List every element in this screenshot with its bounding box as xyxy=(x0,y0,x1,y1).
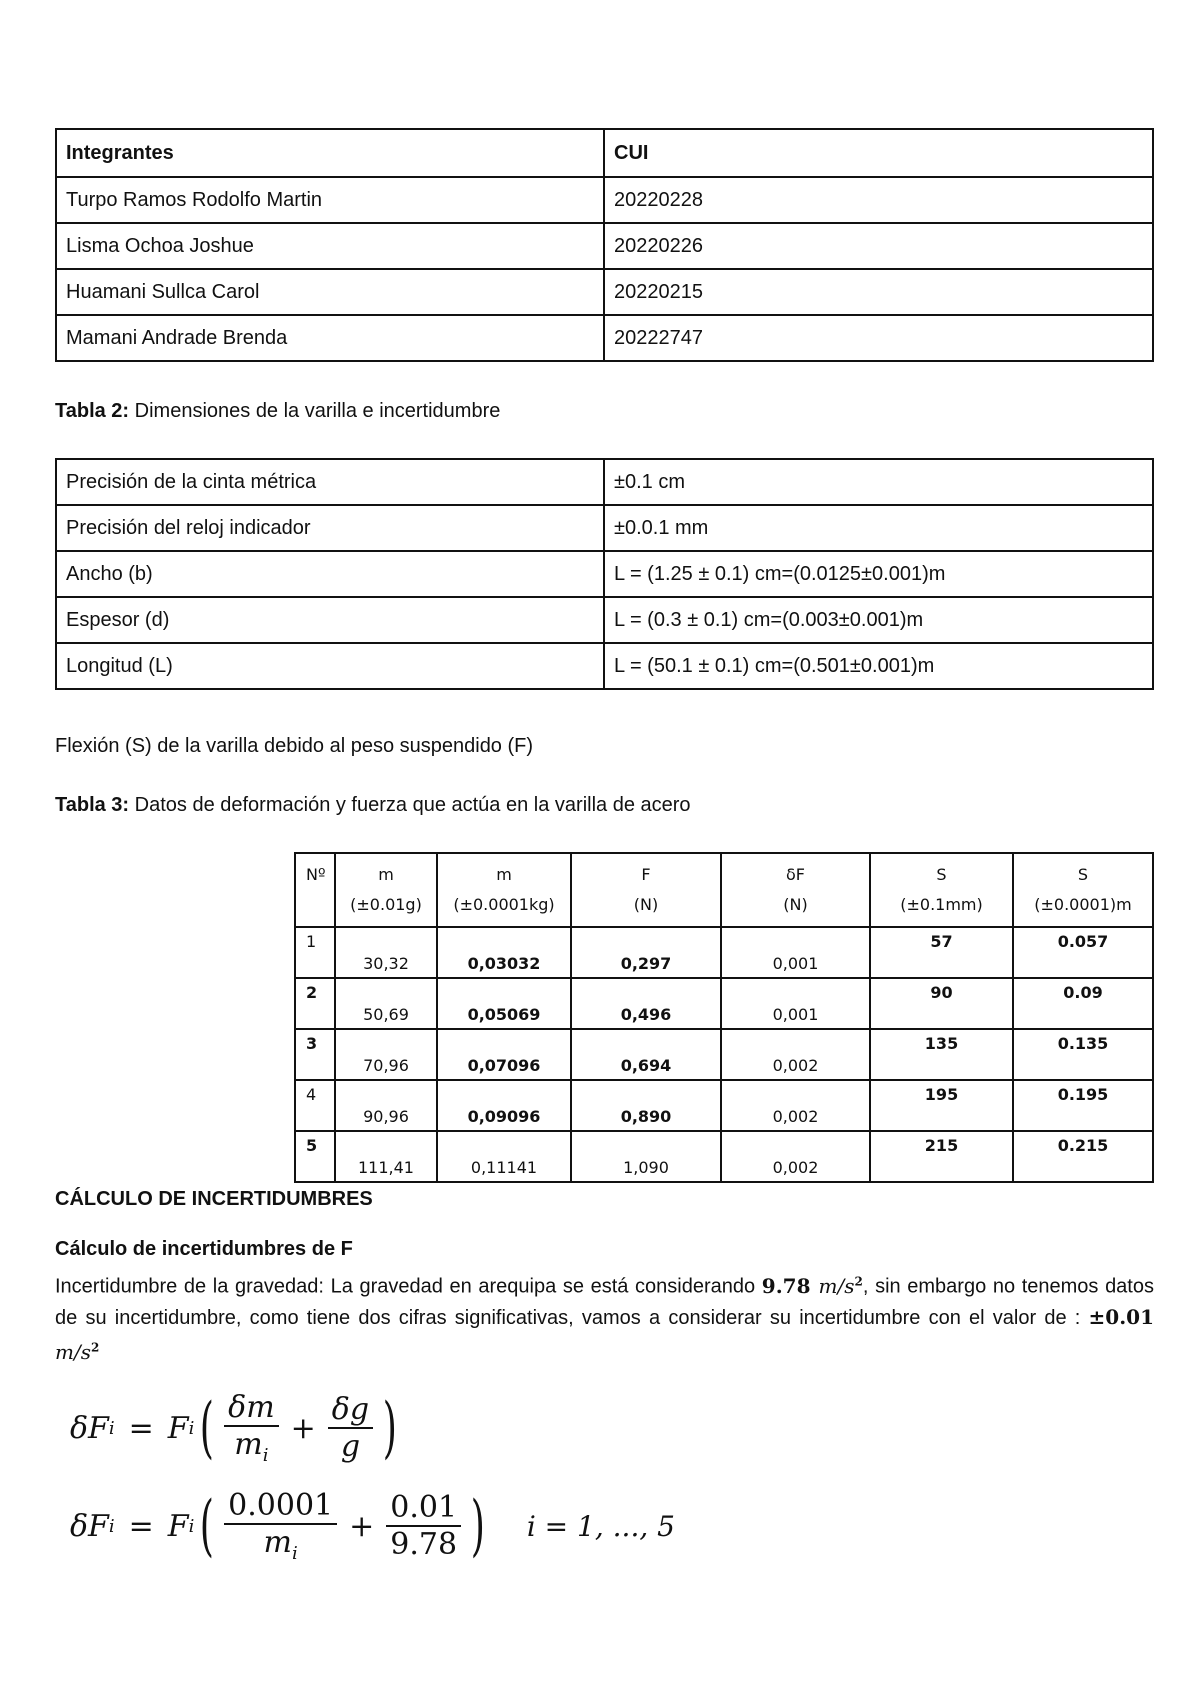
fraction-0.0001-m xyxy=(224,1488,337,1564)
right-paren: ) xyxy=(470,1487,486,1564)
gravity-exponent: 2 xyxy=(854,1274,863,1288)
flexion-m: 0.09 xyxy=(1013,978,1153,1029)
eq-f: F xyxy=(167,1410,189,1446)
table-row xyxy=(56,597,1153,643)
mass-g: 70,96 xyxy=(335,1029,437,1080)
denominator xyxy=(337,1429,364,1464)
eq-lhs-sub: i xyxy=(108,1515,115,1537)
column-header-force-uncertainty xyxy=(721,853,870,927)
column-header-integrantes: Integrantes xyxy=(56,129,604,177)
column-header-number xyxy=(295,853,335,927)
force-uncertainty: 0,002 xyxy=(721,1080,870,1131)
numerator: 0.01 xyxy=(386,1490,461,1527)
table-row xyxy=(56,459,1153,505)
header-line: S xyxy=(936,865,947,884)
flexion-mm: 135 xyxy=(870,1029,1013,1080)
denominator-text: m xyxy=(234,1427,263,1462)
left-paren: ( xyxy=(200,1487,215,1564)
force-uncertainty: 0,001 xyxy=(721,927,870,978)
table-row xyxy=(56,223,1153,269)
flexion-m: 0.215 xyxy=(1013,1131,1153,1182)
flexion-m: 0.135 xyxy=(1013,1029,1153,1080)
gravity-paragraph xyxy=(55,1266,1154,1368)
header-unit: (±0.0001)m xyxy=(1034,895,1132,914)
dimension-value: L = (1.25 ± 0.1) cm=(0.0125±0.001)m xyxy=(604,551,1153,597)
row-number: 4 xyxy=(295,1080,335,1131)
header-unit: (±0.01g) xyxy=(350,895,422,914)
denominator xyxy=(260,1525,302,1564)
table3-caption-text: Datos de deformación y fuerza que actúa en la varilla de acero xyxy=(129,794,691,816)
header-line: F xyxy=(641,865,651,884)
flexion-text: Flexión (S) de la varilla debido al peso suspendido (F) xyxy=(55,735,534,757)
flexion-mm: 90 xyxy=(870,978,1013,1029)
table-row xyxy=(295,978,1153,1029)
fraction-dm-m xyxy=(224,1390,279,1466)
table2-caption xyxy=(55,400,500,423)
mass-g: 90,96 xyxy=(335,1080,437,1131)
header-line: δF xyxy=(786,865,805,884)
numerator-text: δm xyxy=(228,1390,275,1425)
dimension-label: Espesor (d) xyxy=(56,597,604,643)
gravity-number: 9.78 xyxy=(761,1273,811,1298)
dimensions-table xyxy=(55,458,1154,690)
column-header-flexion-m xyxy=(1013,853,1153,927)
table3-caption xyxy=(55,794,691,817)
eq-equals: = xyxy=(128,1410,154,1446)
table2-caption-text: Dimensiones de la varilla e incertidumbre xyxy=(129,400,501,422)
paragraph-text: Incertidumbre de la gravedad: La gravedad en arequipa se está considerando xyxy=(55,1275,762,1298)
table-row xyxy=(295,927,1153,978)
gravity-value xyxy=(762,1274,863,1298)
member-cui: 20220226 xyxy=(604,223,1153,269)
flexion-m: 0.057 xyxy=(1013,927,1153,978)
eq-lhs: δF xyxy=(70,1508,109,1544)
force: 0,890 xyxy=(571,1080,721,1131)
mass-kg: 0,07096 xyxy=(437,1029,571,1080)
uncertainty-equation-numeric xyxy=(70,1488,675,1564)
denominator-sub: i xyxy=(262,1445,269,1466)
force: 1,090 xyxy=(571,1131,721,1182)
header-line: m xyxy=(378,865,394,884)
table-row xyxy=(295,1131,1153,1182)
column-header-mass-kg xyxy=(437,853,571,927)
mass-kg: 0,11141 xyxy=(437,1131,571,1182)
table-row xyxy=(56,315,1153,361)
member-cui: 20220228 xyxy=(604,177,1153,223)
subsection-heading: Cálculo de incertidumbres de F xyxy=(55,1238,353,1260)
mass-g: 30,32 xyxy=(335,927,437,978)
eq-plus: + xyxy=(290,1410,316,1446)
members-table-header xyxy=(56,129,1153,177)
flexion-mm: 57 xyxy=(870,927,1013,978)
denominator-text: m xyxy=(263,1525,292,1560)
denominator-text: g xyxy=(340,1429,361,1464)
header-unit: (±0.1mm) xyxy=(900,895,983,914)
header-line: S xyxy=(1077,865,1089,884)
numerator xyxy=(328,1392,373,1429)
table-row xyxy=(295,1080,1153,1131)
left-paren: ( xyxy=(200,1389,215,1466)
table-row xyxy=(56,505,1153,551)
gravity-unit: m/s xyxy=(818,1273,855,1298)
header-unit: (N) xyxy=(783,895,808,914)
uncertainty-exponent: 2 xyxy=(90,1340,100,1355)
member-name: Turpo Ramos Rodolfo Martin xyxy=(56,177,604,223)
denominator-sub: i xyxy=(291,1543,298,1564)
denominator: 9.78 xyxy=(390,1527,458,1562)
flexion-m: 0.195 xyxy=(1013,1080,1153,1131)
uncertainty-unit: m/s xyxy=(55,1340,91,1365)
member-cui: 20220215 xyxy=(604,269,1153,315)
deformation-table xyxy=(294,852,1154,1183)
header-line: Nº xyxy=(306,865,326,884)
eq-f: F xyxy=(167,1508,189,1544)
force: 0,297 xyxy=(571,927,721,978)
mass-g: 50,69 xyxy=(335,978,437,1029)
table-row xyxy=(56,269,1153,315)
header-unit: (±0.0001kg) xyxy=(453,895,555,914)
column-header-force xyxy=(571,853,721,927)
member-cui: 20222747 xyxy=(604,315,1153,361)
fraction-0.01-9.78 xyxy=(386,1490,461,1562)
member-name: Mamani Andrade Brenda xyxy=(56,315,604,361)
dimension-value: L = (50.1 ± 0.1) cm=(0.501±0.001)m xyxy=(604,643,1153,689)
table-row xyxy=(56,643,1153,689)
eq-equals: = xyxy=(128,1508,154,1544)
dimension-label: Precisión del reloj indicador xyxy=(56,505,604,551)
eq-f-sub: i xyxy=(188,1417,195,1439)
mass-kg: 0,03032 xyxy=(437,927,571,978)
row-number: 1 xyxy=(295,927,335,978)
flexion-mm: 215 xyxy=(870,1131,1013,1182)
fraction-dg-g xyxy=(328,1392,373,1464)
dimension-value: L = (0.3 ± 0.1) cm=(0.003±0.001)m xyxy=(604,597,1153,643)
table-row xyxy=(56,177,1153,223)
column-header-mass-g xyxy=(335,853,437,927)
column-header-flexion-mm xyxy=(870,853,1013,927)
members-table xyxy=(55,128,1154,362)
table-row xyxy=(295,1029,1153,1080)
uncertainty-equation-general xyxy=(70,1390,403,1466)
dimension-label: Precisión de la cinta métrica xyxy=(56,459,604,505)
eq-lhs-sub: i xyxy=(108,1417,115,1439)
flexion-mm: 195 xyxy=(870,1080,1013,1131)
force-uncertainty: 0,002 xyxy=(721,1029,870,1080)
table2-caption-label: Tabla 2: xyxy=(55,400,130,422)
column-header-cui: CUI xyxy=(604,129,1153,177)
row-number: 3 xyxy=(295,1029,335,1080)
dimension-value: ±0.0.1 mm xyxy=(604,505,1153,551)
section-heading: CÁLCULO DE INCERTIDUMBRES xyxy=(55,1188,373,1210)
dimension-label: Longitud (L) xyxy=(56,643,604,689)
paragraph-text: , sin embargo no tenemos datos de su incertidumbre, como tiene dos cifras significativas, vamos a considerar su incertidumbre con el valor de : xyxy=(55,1275,1154,1329)
eq-f-sub: i xyxy=(188,1515,195,1537)
deformation-table-header xyxy=(295,853,1153,927)
force-uncertainty: 0,002 xyxy=(721,1131,870,1182)
row-number: 2 xyxy=(295,978,335,1029)
eq-plus: + xyxy=(349,1508,375,1544)
force: 0,496 xyxy=(571,978,721,1029)
right-paren: ) xyxy=(382,1389,398,1466)
member-name: Lisma Ochoa Joshue xyxy=(56,223,604,269)
mass-kg: 0,09096 xyxy=(437,1080,571,1131)
dimension-label: Ancho (b) xyxy=(56,551,604,597)
force-uncertainty: 0,001 xyxy=(721,978,870,1029)
mass-g: 111,41 xyxy=(335,1131,437,1182)
header-line: m xyxy=(496,865,512,884)
dimension-value: ±0.1 cm xyxy=(604,459,1153,505)
table3-caption-label: Tabla 3: xyxy=(55,794,130,816)
denominator xyxy=(230,1427,272,1466)
numerator xyxy=(224,1390,279,1427)
numerator-text: δg xyxy=(331,1392,370,1427)
eq-lhs: δF xyxy=(70,1410,109,1446)
force: 0,694 xyxy=(571,1029,721,1080)
mass-kg: 0,05069 xyxy=(437,978,571,1029)
uncertainty-number: ±0.01 xyxy=(1088,1304,1154,1329)
eq-index-range: i = 1, ..., 5 xyxy=(526,1509,675,1543)
numerator: 0.0001 xyxy=(224,1488,337,1525)
member-name: Huamani Sullca Carol xyxy=(56,269,604,315)
header-unit: (N) xyxy=(633,895,659,914)
row-number: 5 xyxy=(295,1131,335,1182)
table-row xyxy=(56,551,1153,597)
